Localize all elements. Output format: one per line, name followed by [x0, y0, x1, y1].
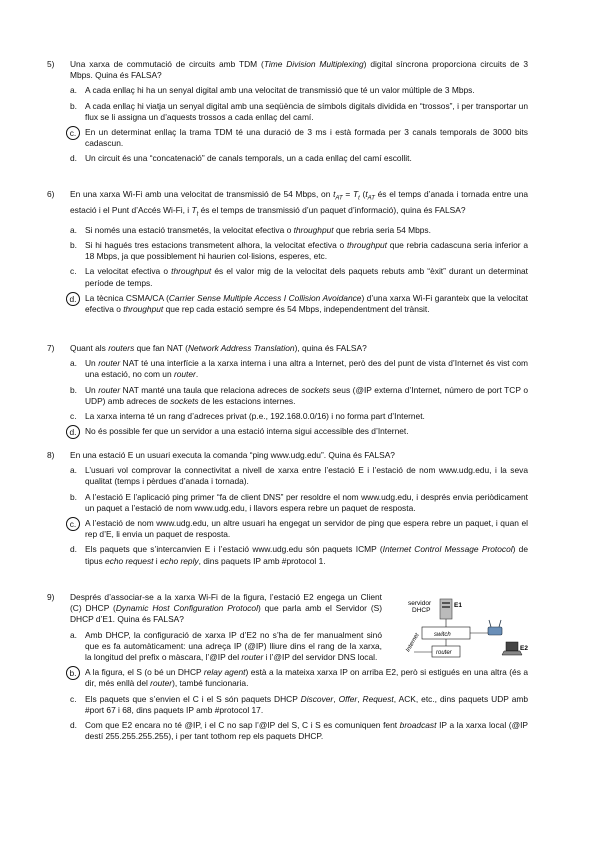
option-letter: c. — [70, 693, 77, 704]
option-c[interactable] — [70, 266, 528, 288]
text-run: Els paquets que s’intercanvien E i l’estació www.udg.edu són paquets ICMP ( — [85, 544, 383, 555]
text-run: A l’estació de nom www.udg.edu, un altre usuari ha engegat un servidor de ping que espera rebre un paquet, i quan el rep d’E, li envia un paquet de resposta. — [85, 518, 528, 540]
text-run: router — [173, 369, 196, 380]
text-run: echo reply — [159, 555, 199, 566]
option-c[interactable] — [70, 127, 528, 149]
text-run: Amb DHCP, la configuració de xarxa IP d’E2 no s’ha de fer manualment sinó que es fa automàticament: una adreça IP (@IP) lliure dins el rang de la xarxa, la longitud del prefix o màscara, l’@IP del — [85, 629, 382, 663]
text-run: i — [153, 555, 160, 566]
option-letter: b. — [70, 239, 77, 250]
text-run: broadcast — [399, 720, 437, 731]
access-point-icon — [488, 620, 502, 635]
e1-label: E1 — [454, 602, 462, 609]
text-run: T — [353, 189, 359, 199]
text-run: La tècnica CSMA/CA ( — [85, 292, 169, 303]
text-run: router — [98, 358, 121, 369]
option-letter: d. — [70, 720, 77, 731]
text-run: Quant als — [70, 343, 109, 353]
text-run: Time Division Multiplexing — [263, 59, 364, 69]
option-letter: c. — [70, 266, 77, 277]
text-run: seus (@IP externa d’Internet, número de port TCP o UDP) amb adreces de — [85, 384, 528, 406]
text-run: En un determinat enllaç la trama TDM té una duració de 3 ms i està formada per 3 canals temporals de 3000 bits cadascun. — [85, 127, 528, 149]
option-text — [85, 426, 528, 437]
question-6 — [47, 189, 529, 315]
option-letter-circled: d. — [66, 292, 80, 306]
option-d[interactable] — [70, 293, 528, 315]
text-run: i l’@IP del servidor DNS local. — [263, 652, 378, 663]
option-letter: d. — [70, 153, 77, 164]
option-d[interactable] — [70, 426, 528, 437]
text-run: A la figura, el S (o bé un DHCP — [85, 667, 204, 678]
text-run: Request — [362, 693, 394, 704]
question-number: 8) — [47, 450, 55, 460]
text-run: ) digital síncrona proporciona circuits de 3 Mbps. Quina és FALSA? — [70, 59, 528, 81]
text-run: Si només una estació transmetés, la velocitat efectiva o — [85, 224, 294, 235]
text-run: router — [241, 652, 264, 663]
text-run: sockets — [170, 395, 199, 406]
option-text — [85, 266, 528, 288]
switch-label: switch — [434, 632, 451, 638]
text-run: En una xarxa Wi-Fi amb una velocitat de transmissió de 54 Mbps, on — [70, 189, 334, 199]
text-run: Com que E2 encara no té @IP, i el C no sap l’@IP del S, C i S es comuniquen fent — [85, 720, 400, 731]
text-run: t — [196, 211, 199, 218]
option-b[interactable] — [70, 385, 528, 407]
option-letter: a. — [70, 224, 77, 235]
text-run: t — [365, 189, 368, 199]
text-run: ) de tipus — [85, 544, 528, 566]
text-run: No és possible fer que un servidor a una estació interna sigui accessible des d’Internet. — [85, 426, 409, 437]
text-run: de les estacions internes. — [198, 395, 296, 406]
server-label: servidor — [408, 600, 432, 607]
option-letter: b. — [70, 100, 77, 111]
option-letter-circled: c. — [66, 126, 80, 140]
text-run: és el temps de transmissió d’un paquet d’informació), quina és FALSA? — [198, 204, 466, 215]
option-b[interactable] — [70, 101, 528, 123]
text-run: Network Address Translation — [187, 343, 295, 353]
text-run: Una xarxa de commutació de circuits amb TDM ( — [70, 59, 264, 69]
question-7 — [47, 343, 528, 438]
dhcp-label: DHCP — [412, 607, 431, 614]
text-run: router — [150, 678, 173, 689]
text-run: Un circuit és una “concatenació” de canals temporals, un a cada enllaç del camí escollit. — [85, 153, 412, 164]
option-text — [85, 240, 528, 262]
option-letter: a. — [70, 465, 77, 476]
option-text — [85, 225, 528, 236]
text-run: throughput — [346, 239, 388, 250]
question-stem — [70, 189, 528, 221]
e1-computer-icon — [440, 599, 452, 619]
option-letter: a. — [70, 358, 77, 369]
text-run: Carrier Sense Multiple Access I Collision Avoidance — [168, 292, 362, 303]
option-c[interactable] — [70, 694, 528, 716]
text-run: AT — [367, 195, 375, 202]
option-text — [85, 630, 382, 664]
option-letter: c. — [70, 411, 77, 422]
option-letter: b. — [70, 384, 77, 395]
text-run: throughput — [171, 266, 212, 277]
option-text — [85, 85, 528, 96]
option-letter-circled: d. — [66, 425, 80, 439]
text-run: T — [191, 204, 197, 215]
option-letter-circled: b. — [66, 666, 80, 680]
question-8 — [47, 450, 528, 567]
option-d[interactable] — [70, 153, 528, 164]
text-run: t — [333, 189, 336, 199]
text-run: , — [357, 693, 363, 704]
option-letter: a. — [70, 85, 77, 96]
option-b[interactable] — [70, 492, 528, 514]
option-c[interactable] — [70, 411, 528, 422]
text-run: , — [333, 693, 339, 704]
text-run: Dynamic Host Configuration Protocol — [115, 603, 258, 614]
text-run: ( — [359, 189, 366, 199]
text-run: En una estació E un usuari executa la comanda “ping www.udg.edu”. Quina és FALSA? — [70, 450, 395, 460]
text-run: ), quina és FALSA? — [294, 343, 367, 353]
option-a[interactable] — [70, 465, 528, 487]
network-diagram — [404, 596, 530, 676]
e2-laptop-icon — [502, 642, 522, 655]
text-run: ) està a la mateixa xarxa IP on arriba E2, però si estigués en una altra (és a dir, més enllà del — [85, 667, 529, 689]
option-a[interactable] — [70, 358, 528, 380]
question-stem — [70, 343, 528, 354]
option-letter-circled: c. — [66, 517, 80, 531]
option-letter: a. — [70, 629, 77, 640]
option-text — [85, 385, 528, 407]
question-stem — [70, 592, 382, 626]
text-run: és el valor mig de la velocitat dels paquets rebuts amb “èxit” durant un determinat període de temps. — [85, 266, 528, 288]
text-run: NAT manté una taula que relaciona adreces de — [120, 384, 302, 395]
text-run: A l’estació E l’aplicació ping primer “fa de client DNS” per resoldre el nom www.udg.edu, i després envia periòdicament un paquet a l’estació de nom www.udg.edu, i llavors espera rebre un paquet de resposta. — [85, 491, 528, 513]
router-label: router — [436, 650, 452, 656]
text-run: que rebria seria 54 Mbps. — [333, 224, 431, 235]
text-run: throughput — [123, 303, 164, 314]
question-number: 6) — [47, 189, 55, 199]
text-run: IP a la xarxa local (@IP destí 255.255.255.255), i per tant tothom rep els paquets DHCP. — [85, 720, 528, 742]
text-run: NAT té una interfície a la xarxa interna i una altra a Internet, però des del punt de vista d’Internet és vist com una estació, no com un — [85, 358, 528, 380]
option-text — [85, 694, 528, 716]
text-run: que fan NAT ( — [134, 343, 188, 353]
text-run: Un — [85, 358, 99, 369]
option-b[interactable] — [70, 240, 528, 262]
text-run: Internet Control Message Protocol — [382, 544, 513, 555]
text-run: Un — [85, 384, 99, 395]
question-number: 5) — [47, 59, 55, 69]
option-text — [85, 293, 528, 315]
text-run: és el temps d’anada i tornada entre una estació i el Punt d’Accés Wi-Fi, i — [70, 189, 529, 215]
text-run: que rep cada estació sempre és 54 Mbps, independentment del trànsit. — [163, 303, 430, 314]
text-run: AT — [335, 195, 343, 202]
option-a[interactable] — [70, 85, 528, 96]
text-run: La xarxa interna té un rang d’adreces privat (p.e., 192.168.0.0/16) i no forma part d’Internet. — [85, 411, 425, 422]
option-text — [85, 518, 528, 540]
text-run: Discover — [300, 693, 334, 704]
text-run: relay agent — [203, 667, 246, 678]
text-run: , ACK, etc., dins paquets UDP amb #port 67 i 68, dins paquets IP amb #protocol 17. — [85, 693, 529, 715]
text-run: L’usuari vol comprovar la connectivitat a nivell de xarxa entre l’estació E i l’estació de nom www.udg.edu, i la seva qualitat (temps i pèrdues d’anada i tornada). — [85, 465, 528, 487]
option-d[interactable] — [70, 544, 528, 566]
option-c[interactable] — [70, 518, 528, 540]
question-5 — [47, 59, 528, 165]
text-run: t — [358, 195, 360, 202]
option-letter: b. — [70, 491, 77, 502]
question-number: 7) — [47, 343, 55, 353]
text-run: , dins paquets IP amb #protocol 1. — [198, 555, 326, 566]
text-run: router — [98, 384, 121, 395]
text-run: throughput — [293, 224, 334, 235]
option-text — [85, 127, 528, 149]
text-run: ) d’una xarxa Wi-Fi garanteix que la velocitat efectiva o — [85, 292, 528, 314]
option-text — [85, 101, 528, 123]
option-text — [85, 153, 528, 164]
text-run: Els paquets que s’envien el C i el S són paquets DHCP — [85, 693, 301, 704]
option-text — [85, 358, 528, 380]
option-a[interactable] — [70, 630, 382, 664]
question-stem — [70, 450, 528, 461]
text-run: . — [195, 369, 199, 380]
text-run: La velocitat efectiva o — [85, 266, 172, 277]
text-run: A cada enllaç hi ha un senyal digital amb una velocitat de transmissió que té un valor múltiple de 3 Mbps. — [85, 85, 475, 96]
e2-label: E2 — [520, 645, 528, 652]
option-text — [85, 411, 528, 422]
text-run: Si hi hagués tres estacions transmetent alhora, la velocitat efectiva o — [85, 239, 347, 250]
text-run: Després d’associar-se a la xarxa Wi-Fi de la figura, l’estació E2 engega un Client (C) DHCP ( — [70, 592, 382, 614]
question-number: 9) — [47, 592, 55, 602]
option-text — [85, 465, 528, 487]
text-run: routers — [108, 343, 135, 353]
text-run: echo request — [105, 555, 154, 566]
internet-label: Internet — [405, 632, 421, 654]
option-a[interactable] — [70, 225, 528, 236]
text-run: que rebria cadascuna seria inferior a 18 Mbps, ja que possiblement hi haurien col·lisions, esperes, etc. — [85, 239, 528, 262]
text-run: Offer — [338, 693, 358, 704]
text-run: A cada enllaç hi viatja un senyal digital amb una seqüència de símbols digitals dividida en “trossos”, i per transportar un flux se li assigna un d’aquests trossos a cada enllaç del camí. — [85, 100, 528, 122]
option-text — [85, 720, 528, 742]
text-run: = — [342, 189, 354, 199]
question-stem — [70, 59, 528, 81]
option-d[interactable] — [70, 720, 528, 742]
text-run: sockets — [301, 384, 330, 395]
text-run: ) que parla amb el Servidor (S) DHCP d’E1. Quina és FALSA? — [70, 603, 382, 625]
option-letter: d. — [70, 544, 77, 555]
option-text — [85, 544, 528, 566]
option-text — [85, 492, 528, 514]
text-run: ), també funcionaria. — [172, 678, 249, 689]
